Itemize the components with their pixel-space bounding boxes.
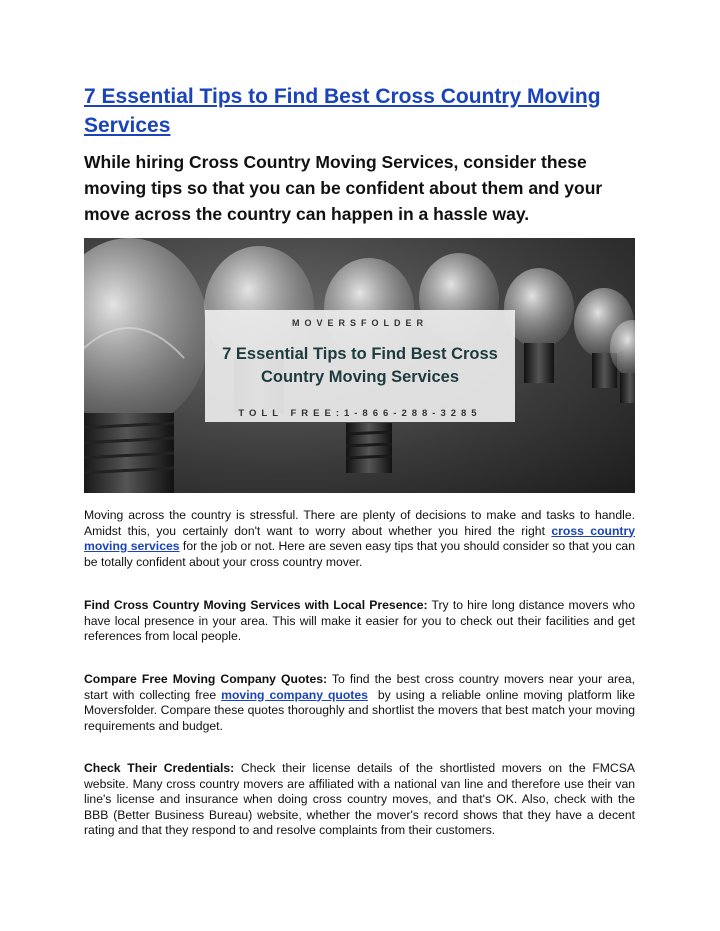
tip-credentials — [84, 761, 635, 839]
brand-name: MOVERSFOLDER — [291, 318, 428, 328]
page-title[interactable]: 7 Essential Tips to Find Best Cross Country Moving Services — [84, 85, 601, 137]
tip-local-presence — [84, 598, 635, 645]
hero-title-line-2: Country Moving Services — [260, 368, 460, 386]
cross-country-moving-services-link[interactable]: cross country moving services — [84, 523, 635, 553]
tip-text: Check their license details of the shortlisted movers on the FMCSA website. Many cross country movers are affiliated with a national van line and therefore use their van line's license and insurance when doing cross country moves, and that's OK. Also, check with the BBB (Better Business Bureau) website, whether the mover's record shows that they have a decent rating and that they respond to and resolve complaints from their customers. — [84, 761, 635, 837]
tip-compare-quotes — [84, 672, 639, 734]
toll-free-number: TOLL FREE:1-866-288-3285 — [238, 408, 482, 419]
lead-paragraph: While hiring Cross Country Moving Services, consider these moving tips so that you can be confident about them and your move across the country can happen in a hassle way. — [84, 152, 603, 224]
tip-heading: Compare Free Moving Company Quotes: — [84, 672, 328, 686]
hero-banner-card — [205, 310, 515, 422]
tip-paragraph — [84, 598, 635, 645]
hero-title-line-1: 7 Essential Tips to Find Best Cross — [222, 345, 498, 363]
tip-text: Try to hire long distance movers who have local presence in your area. This will make it easier for you to check out their facilities and get references from local people. — [84, 598, 635, 643]
intro-block — [84, 508, 635, 570]
tip-text-before: To find the best cross country movers near your area, start with collecting free — [84, 672, 635, 702]
tip-paragraph — [84, 761, 635, 839]
hero-title — [205, 343, 515, 389]
moving-company-quotes-link[interactable]: moving company quotes — [221, 687, 368, 702]
header-block — [84, 82, 635, 227]
tip-text-after: by using a reliable online moving platform like Moversfolder. Compare these quotes thoroughly and shortlist the movers that best match your moving requirements and budget. — [84, 687, 639, 733]
tip-heading: Check Their Credentials: — [84, 761, 235, 775]
intro-text-after: for the job or not. Here are seven easy tips that you should consider so that you can be totally confident about your cross country mover. — [84, 539, 635, 569]
intro-text-before: Moving across the country is stressful. There are plenty of decisions to make and tasks to handle. Amidst this, you certainly don't want to worry about whether you hired the right — [84, 508, 635, 538]
intro-paragraph — [84, 508, 635, 570]
tip-paragraph — [84, 672, 639, 734]
hero-image — [84, 238, 635, 493]
tip-heading: Find Cross Country Moving Services with Local Presence: — [84, 598, 428, 612]
